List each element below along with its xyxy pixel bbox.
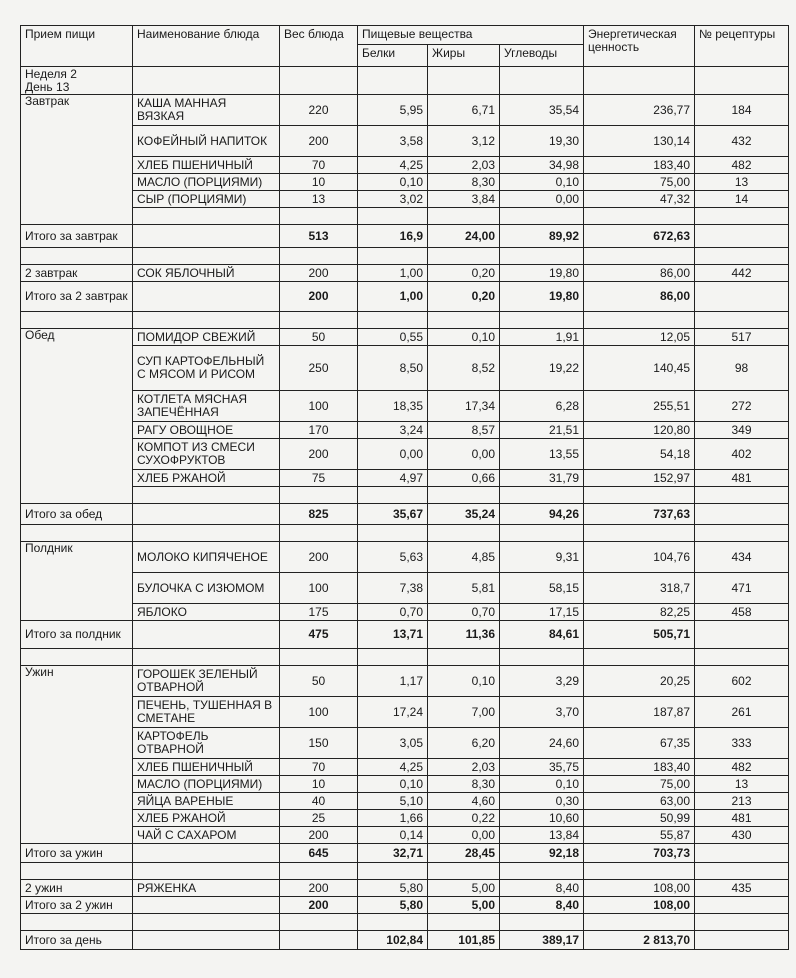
- dish-fat: 5,81: [428, 573, 500, 604]
- dish-protein: 1,00: [358, 265, 428, 282]
- dish-energy: 183,40: [584, 157, 695, 174]
- dish-name: КОМПОТ ИЗ СМЕСИ СУХОФРУКТОВ: [133, 439, 280, 470]
- total-weight: 825: [280, 504, 358, 525]
- table-row: [21, 776, 789, 793]
- total-carbs: 19,80: [500, 282, 584, 312]
- dish-recipe: 402: [695, 439, 789, 470]
- table-row: [21, 329, 789, 346]
- week-day-row: [21, 67, 789, 95]
- dish-recipe: 333: [695, 728, 789, 759]
- dish-fat: 17,34: [428, 391, 500, 422]
- dish-weight: 50: [280, 666, 358, 697]
- day-label: День 13: [25, 79, 70, 94]
- dish-name: ХЛЕБ ПШЕНИЧНЫЙ: [133, 157, 280, 174]
- dish-protein: 4,25: [358, 759, 428, 776]
- dish-name: СОК ЯБЛОЧНЫЙ: [133, 265, 280, 282]
- dish-weight: 70: [280, 759, 358, 776]
- dish-carbs: 0,10: [500, 776, 584, 793]
- dish-recipe: 349: [695, 422, 789, 439]
- day-total-row: [21, 931, 789, 950]
- dish-protein: 3,02: [358, 191, 428, 208]
- dish-fat: 4,60: [428, 793, 500, 810]
- col-header-dish: Наименование блюда: [133, 26, 280, 67]
- table-row: [21, 793, 789, 810]
- dish-fat: 8,30: [428, 174, 500, 191]
- dish-energy: 67,35: [584, 728, 695, 759]
- table-row: [21, 666, 789, 697]
- dish-recipe: 98: [695, 346, 789, 391]
- dish-name: ЯБЛОКО: [133, 604, 280, 621]
- dish-energy: 183,40: [584, 759, 695, 776]
- dish-name: КАША МАННАЯ ВЯЗКАЯ: [133, 95, 280, 126]
- dish-weight: 40: [280, 793, 358, 810]
- total-protein: 35,67: [358, 504, 428, 525]
- day-total-label: Итого за день: [21, 931, 133, 950]
- spacer-row: [21, 914, 789, 931]
- table-row: [21, 697, 789, 728]
- total-carbs: 84,61: [500, 621, 584, 649]
- dish-fat: 3,12: [428, 126, 500, 157]
- spacer-row: [21, 525, 789, 542]
- total-energy: 505,71: [584, 621, 695, 649]
- dish-weight: 100: [280, 391, 358, 422]
- dish-weight: 10: [280, 776, 358, 793]
- dish-weight: 175: [280, 604, 358, 621]
- dish-energy: 86,00: [584, 265, 695, 282]
- total-carbs: 8,40: [500, 897, 584, 914]
- dish-energy: 50,99: [584, 810, 695, 827]
- total-carbs: 94,26: [500, 504, 584, 525]
- total-protein: 5,80: [358, 897, 428, 914]
- dish-carbs: 3,29: [500, 666, 584, 697]
- dish-recipe: 435: [695, 880, 789, 897]
- col-header-protein: Белки: [358, 45, 428, 67]
- dish-carbs: 58,15: [500, 573, 584, 604]
- dish-name: ХЛЕБ ПШЕНИЧНЫЙ: [133, 759, 280, 776]
- dish-energy: 120,80: [584, 422, 695, 439]
- dish-protein: 5,10: [358, 793, 428, 810]
- dish-weight: 200: [280, 880, 358, 897]
- meal-dinner: Ужин: [21, 666, 133, 844]
- col-header-meal: Прием пищи: [21, 26, 133, 67]
- meal-lunch: Обед: [21, 329, 133, 504]
- dish-name: СЫР (ПОРЦИЯМИ): [133, 191, 280, 208]
- dish-fat: 4,85: [428, 542, 500, 573]
- total-weight: 200: [280, 282, 358, 312]
- dish-name: РЯЖЕНКА: [133, 880, 280, 897]
- total-label: Итого за 2 завтрак: [21, 282, 133, 312]
- total-label: Итого за ужин: [21, 844, 133, 863]
- table-row: [21, 346, 789, 391]
- dish-name: КОТЛЕТА МЯСНАЯ ЗАПЕЧЁННАЯ: [133, 391, 280, 422]
- day-total-carbs: 389,17: [500, 931, 584, 950]
- dish-energy: 140,45: [584, 346, 695, 391]
- dish-fat: 0,20: [428, 265, 500, 282]
- dish-energy: 82,25: [584, 604, 695, 621]
- table-row: [21, 126, 789, 157]
- total-weight: 200: [280, 897, 358, 914]
- dish-fat: 0,70: [428, 604, 500, 621]
- dish-carbs: 9,31: [500, 542, 584, 573]
- dish-recipe: 458: [695, 604, 789, 621]
- dish-energy: 55,87: [584, 827, 695, 844]
- dish-protein: 3,58: [358, 126, 428, 157]
- dish-recipe: 184: [695, 95, 789, 126]
- dish-carbs: 35,54: [500, 95, 584, 126]
- total-energy: 108,00: [584, 897, 695, 914]
- dish-protein: 5,80: [358, 880, 428, 897]
- dish-protein: 8,50: [358, 346, 428, 391]
- dish-energy: 318,7: [584, 573, 695, 604]
- spacer-row: [21, 863, 789, 880]
- dish-carbs: 6,28: [500, 391, 584, 422]
- dish-energy: 236,77: [584, 95, 695, 126]
- dish-fat: 8,57: [428, 422, 500, 439]
- dish-protein: 0,00: [358, 439, 428, 470]
- dish-recipe: 517: [695, 329, 789, 346]
- dish-carbs: 35,75: [500, 759, 584, 776]
- menu-sheet: [20, 25, 788, 955]
- day-total-fat: 101,85: [428, 931, 500, 950]
- total-label: Итого за обед: [21, 504, 133, 525]
- total-protein: 16,9: [358, 225, 428, 248]
- table-row: [21, 157, 789, 174]
- dish-recipe: 482: [695, 157, 789, 174]
- dish-energy: 75,00: [584, 776, 695, 793]
- total-row: [21, 225, 789, 248]
- dish-protein: 4,25: [358, 157, 428, 174]
- dish-carbs: 0,10: [500, 174, 584, 191]
- dish-carbs: 13,84: [500, 827, 584, 844]
- dish-carbs: 24,60: [500, 728, 584, 759]
- dish-fat: 5,00: [428, 880, 500, 897]
- dish-carbs: 3,70: [500, 697, 584, 728]
- col-header-fat: Жиры: [428, 45, 500, 67]
- dish-carbs: 21,51: [500, 422, 584, 439]
- meal-breakfast: Завтрак: [21, 95, 133, 225]
- dish-energy: 255,51: [584, 391, 695, 422]
- table-row: [21, 191, 789, 208]
- dish-energy: 20,25: [584, 666, 695, 697]
- dish-carbs: 19,80: [500, 265, 584, 282]
- table-row: [21, 391, 789, 422]
- dish-protein: 3,05: [358, 728, 428, 759]
- day-total-protein: 102,84: [358, 931, 428, 950]
- week-label: Неделя 2: [25, 66, 77, 81]
- dish-weight: 200: [280, 542, 358, 573]
- dish-name: МАСЛО (ПОРЦИЯМИ): [133, 776, 280, 793]
- dish-protein: 4,97: [358, 470, 428, 487]
- dish-recipe: 602: [695, 666, 789, 697]
- dish-protein: 1,17: [358, 666, 428, 697]
- table-row: [21, 759, 789, 776]
- dish-recipe: 482: [695, 759, 789, 776]
- total-row: [21, 621, 789, 649]
- day-total-energy: 2 813,70: [584, 931, 695, 950]
- dish-fat: 3,84: [428, 191, 500, 208]
- dish-energy: 152,97: [584, 470, 695, 487]
- dish-fat: 8,30: [428, 776, 500, 793]
- table-row: [21, 573, 789, 604]
- total-energy: 672,63: [584, 225, 695, 248]
- dish-carbs: 0,00: [500, 191, 584, 208]
- dish-weight: 50: [280, 329, 358, 346]
- col-header-weight: Вес блюда: [280, 26, 358, 67]
- dish-carbs: 13,55: [500, 439, 584, 470]
- dish-name: ХЛЕБ РЖАНОЙ: [133, 470, 280, 487]
- meal-second-dinner: 2 ужин: [21, 880, 133, 897]
- dish-name: СУП КАРТОФЕЛЬНЫЙ С МЯСОМ И РИСОМ: [133, 346, 280, 391]
- total-carbs: 92,18: [500, 844, 584, 863]
- dish-weight: 13: [280, 191, 358, 208]
- dish-recipe: 442: [695, 265, 789, 282]
- table-row: [21, 810, 789, 827]
- dish-name: МАСЛО (ПОРЦИЯМИ): [133, 174, 280, 191]
- dish-weight: 75: [280, 470, 358, 487]
- dish-name: ПОМИДОР СВЕЖИЙ: [133, 329, 280, 346]
- dish-energy: 47,32: [584, 191, 695, 208]
- dish-protein: 5,63: [358, 542, 428, 573]
- meal-second-breakfast: 2 завтрак: [21, 265, 133, 282]
- dish-name: КАРТОФЕЛЬ ОТВАРНОЙ: [133, 728, 280, 759]
- total-row: [21, 282, 789, 312]
- total-row: [21, 844, 789, 863]
- dish-protein: 0,14: [358, 827, 428, 844]
- dish-recipe: 13: [695, 174, 789, 191]
- dish-recipe: 14: [695, 191, 789, 208]
- dish-weight: 150: [280, 728, 358, 759]
- meal-snack: Полдник: [21, 542, 133, 621]
- table-row: [21, 265, 789, 282]
- dish-fat: 2,03: [428, 157, 500, 174]
- total-fat: 28,45: [428, 844, 500, 863]
- dish-name: ХЛЕБ РЖАНОЙ: [133, 810, 280, 827]
- total-protein: 32,71: [358, 844, 428, 863]
- dish-energy: 63,00: [584, 793, 695, 810]
- dish-energy: 54,18: [584, 439, 695, 470]
- total-weight: 645: [280, 844, 358, 863]
- table-row: [21, 95, 789, 126]
- table-row: [21, 422, 789, 439]
- table-row: [21, 728, 789, 759]
- dish-name: ЯЙЦА ВАРЕНЫЕ: [133, 793, 280, 810]
- total-carbs: 89,92: [500, 225, 584, 248]
- total-label: Итого за 2 ужин: [21, 897, 133, 914]
- dish-fat: 0,66: [428, 470, 500, 487]
- total-label: Итого за полдник: [21, 621, 133, 649]
- dish-recipe: 434: [695, 542, 789, 573]
- total-protein: 13,71: [358, 621, 428, 649]
- dish-energy: 108,00: [584, 880, 695, 897]
- dish-protein: 0,10: [358, 776, 428, 793]
- dish-recipe: 272: [695, 391, 789, 422]
- dish-fat: 0,00: [428, 439, 500, 470]
- total-weight: 513: [280, 225, 358, 248]
- dish-protein: 5,95: [358, 95, 428, 126]
- total-row: [21, 504, 789, 525]
- dish-energy: 12,05: [584, 329, 695, 346]
- table-row: [21, 542, 789, 573]
- table-row: [21, 604, 789, 621]
- table-row: [21, 880, 789, 897]
- dish-fat: 0,22: [428, 810, 500, 827]
- total-energy: 86,00: [584, 282, 695, 312]
- col-header-energy: Энергетическая ценность: [584, 26, 695, 67]
- dish-weight: 200: [280, 265, 358, 282]
- dish-fat: 0,00: [428, 827, 500, 844]
- dish-energy: 104,76: [584, 542, 695, 573]
- dish-name: ГОРОШЕК ЗЕЛЕНЫЙ ОТВАРНОЙ: [133, 666, 280, 697]
- dish-weight: 200: [280, 439, 358, 470]
- dish-weight: 250: [280, 346, 358, 391]
- spacer-row: [21, 487, 789, 504]
- table-row: [21, 470, 789, 487]
- dish-carbs: 10,60: [500, 810, 584, 827]
- total-label: Итого за завтрак: [21, 225, 133, 248]
- day-total-weight: [280, 931, 358, 950]
- dish-protein: 3,24: [358, 422, 428, 439]
- dish-carbs: 0,30: [500, 793, 584, 810]
- dish-weight: 200: [280, 827, 358, 844]
- dish-recipe: 13: [695, 776, 789, 793]
- dish-weight: 170: [280, 422, 358, 439]
- dish-weight: 100: [280, 697, 358, 728]
- dish-weight: 200: [280, 126, 358, 157]
- col-header-recipe: № рецептуры: [695, 26, 789, 67]
- col-header-carbs: Углеводы: [500, 45, 584, 67]
- total-fat: 24,00: [428, 225, 500, 248]
- dish-recipe: 261: [695, 697, 789, 728]
- dish-recipe: 432: [695, 126, 789, 157]
- dish-recipe: 471: [695, 573, 789, 604]
- total-row: [21, 897, 789, 914]
- header-row: [21, 26, 789, 45]
- total-protein: 1,00: [358, 282, 428, 312]
- dish-carbs: 17,15: [500, 604, 584, 621]
- total-weight: 475: [280, 621, 358, 649]
- total-fat: 5,00: [428, 897, 500, 914]
- dish-carbs: 19,30: [500, 126, 584, 157]
- dish-fat: 7,00: [428, 697, 500, 728]
- table-row: [21, 439, 789, 470]
- total-fat: 0,20: [428, 282, 500, 312]
- dish-fat: 6,20: [428, 728, 500, 759]
- spacer-row: [21, 208, 789, 225]
- dish-name: ПЕЧЕНЬ, ТУШЕННАЯ В СМЕТАНЕ: [133, 697, 280, 728]
- week-day-label: [21, 67, 133, 95]
- spacer-row: [21, 312, 789, 329]
- dish-name: ЧАЙ С САХАРОМ: [133, 827, 280, 844]
- dish-protein: 17,24: [358, 697, 428, 728]
- spacer-row: [21, 248, 789, 265]
- dish-name: МОЛОКО КИПЯЧЕНОЕ: [133, 542, 280, 573]
- dish-carbs: 31,79: [500, 470, 584, 487]
- table-row: [21, 174, 789, 191]
- dish-fat: 0,10: [428, 666, 500, 697]
- dish-name: РАГУ ОВОЩНОЕ: [133, 422, 280, 439]
- total-fat: 11,36: [428, 621, 500, 649]
- dish-carbs: 1,91: [500, 329, 584, 346]
- dish-protein: 1,66: [358, 810, 428, 827]
- dish-protein: 7,38: [358, 573, 428, 604]
- dish-recipe: 430: [695, 827, 789, 844]
- dish-energy: 75,00: [584, 174, 695, 191]
- dish-carbs: 8,40: [500, 880, 584, 897]
- dish-name: БУЛОЧКА С ИЗЮМОМ: [133, 573, 280, 604]
- dish-protein: 18,35: [358, 391, 428, 422]
- table-row: [21, 827, 789, 844]
- dish-carbs: 34,98: [500, 157, 584, 174]
- total-energy: 737,63: [584, 504, 695, 525]
- dish-carbs: 19,22: [500, 346, 584, 391]
- dish-fat: 8,52: [428, 346, 500, 391]
- dish-weight: 220: [280, 95, 358, 126]
- dish-energy: 187,87: [584, 697, 695, 728]
- dish-name: КОФЕЙНЫЙ НАПИТОК: [133, 126, 280, 157]
- total-fat: 35,24: [428, 504, 500, 525]
- dish-fat: 6,71: [428, 95, 500, 126]
- dish-recipe: 481: [695, 470, 789, 487]
- spacer-row: [21, 649, 789, 666]
- total-energy: 703,73: [584, 844, 695, 863]
- dish-protein: 0,55: [358, 329, 428, 346]
- dish-recipe: 481: [695, 810, 789, 827]
- dish-fat: 2,03: [428, 759, 500, 776]
- dish-energy: 130,14: [584, 126, 695, 157]
- dish-protein: 0,10: [358, 174, 428, 191]
- dish-weight: 70: [280, 157, 358, 174]
- dish-weight: 10: [280, 174, 358, 191]
- dish-weight: 100: [280, 573, 358, 604]
- menu-table: [20, 25, 789, 950]
- dish-weight: 25: [280, 810, 358, 827]
- dish-fat: 0,10: [428, 329, 500, 346]
- dish-recipe: 213: [695, 793, 789, 810]
- col-header-nutrients: Пищевые вещества: [358, 26, 584, 45]
- dish-protein: 0,70: [358, 604, 428, 621]
